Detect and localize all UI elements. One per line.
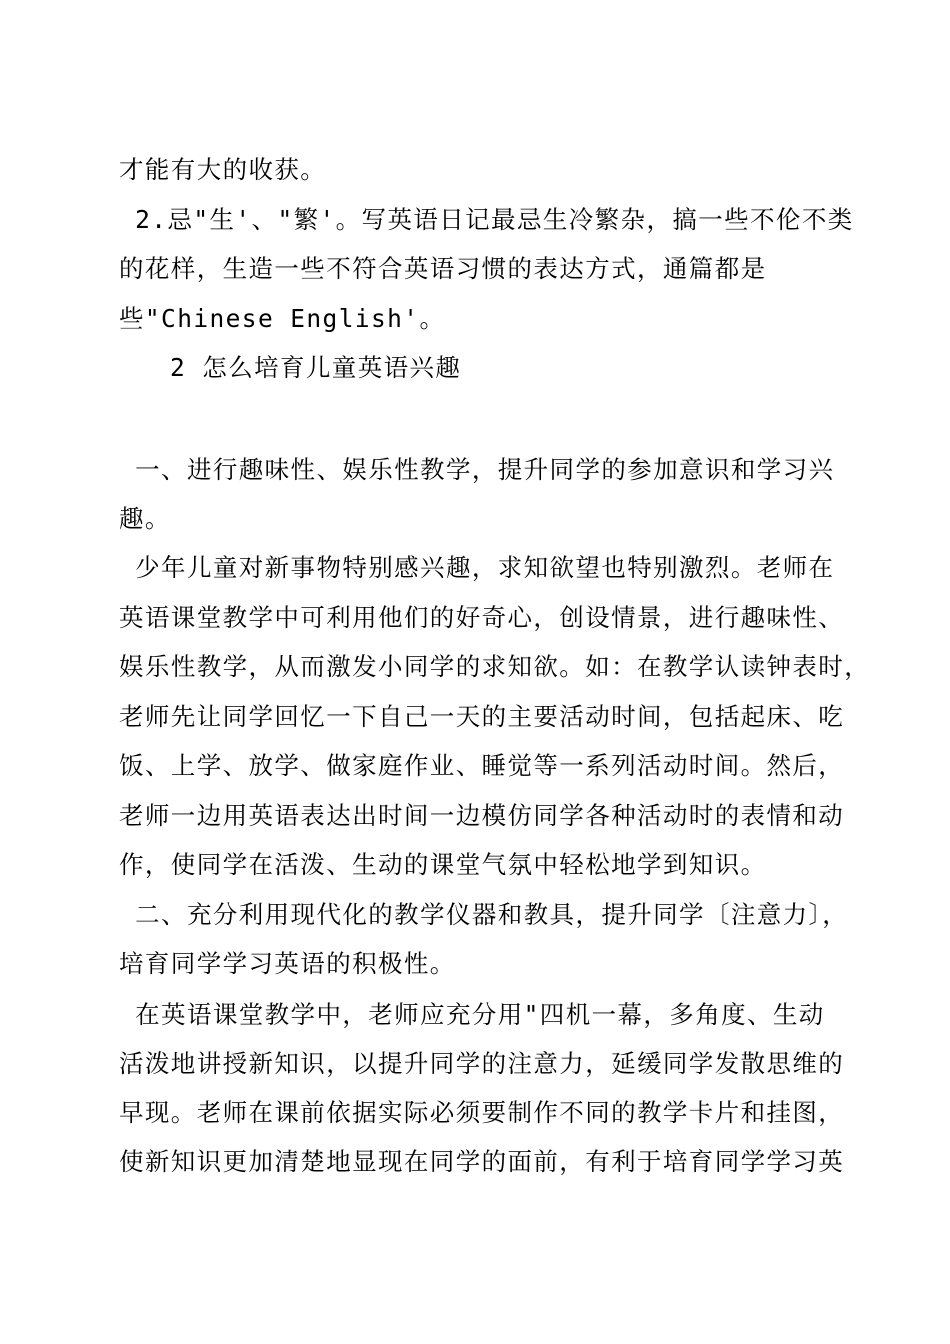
text-line: 二、充分利用现代化的教学仪器和教具，提升同学〔注意力〕， <box>119 900 849 929</box>
text-line: 些"Chinese English'。 <box>119 304 446 333</box>
text-line: 作，使同学在活泼、生动的课堂气氛中轻松地学到知识。 <box>119 850 767 879</box>
text-line: 2.忌"生'、"繁'。写英语日记最忌生冷繁杂，搞一些不伦不类 <box>119 205 854 234</box>
text-line: 英语课堂教学中可利用他们的好奇心，创设情景，进行趣味性、 <box>119 603 845 632</box>
text-line: 少年儿童对新事物特别感兴趣，求知欲望也特别激烈。老师在 <box>119 553 835 582</box>
text-line: 在英语课堂教学中，老师应充分用"四机一幕，多角度、生动 <box>119 1000 825 1029</box>
text-line: 老师一边用英语表达出时间一边模仿同学各种活动时的表情和动 <box>119 801 845 830</box>
text-line: 饭、上学、放学、做家庭作业、睡觉等一系列活动时间。然后， <box>119 751 845 780</box>
text-line: 活泼地讲授新知识，以提升同学的注意力，延缓同学发散思维的 <box>119 1049 845 1078</box>
text-line: 使新知识更加清楚地显现在同学的面前，有利于培育同学学习英 <box>119 1147 845 1176</box>
text-line: 的花样，生造一些不符合英语习惯的表达方式，通篇都是 <box>119 254 767 283</box>
text-line: 娱乐性教学，从而激发小同学的求知欲。如：在教学认读钟表时， <box>119 652 871 681</box>
section-heading: 2 怎么培育儿童英语兴趣 <box>170 353 462 382</box>
text-line: 培育同学学习英语的积极性。 <box>119 949 456 978</box>
text-line: 早现。老师在课前依据实际必须要制作不同的教学卡片和挂图， <box>119 1098 845 1127</box>
text-line: 趣。 <box>119 504 171 533</box>
text-line: 老师先让同学回忆一下自己一天的主要活动时间，包括起床、吃 <box>119 702 845 731</box>
text-line: 一、进行趣味性、娱乐性教学，提升同学的参加意识和学习兴 <box>119 455 835 484</box>
text-line: 才能有大的收获。 <box>119 155 327 184</box>
